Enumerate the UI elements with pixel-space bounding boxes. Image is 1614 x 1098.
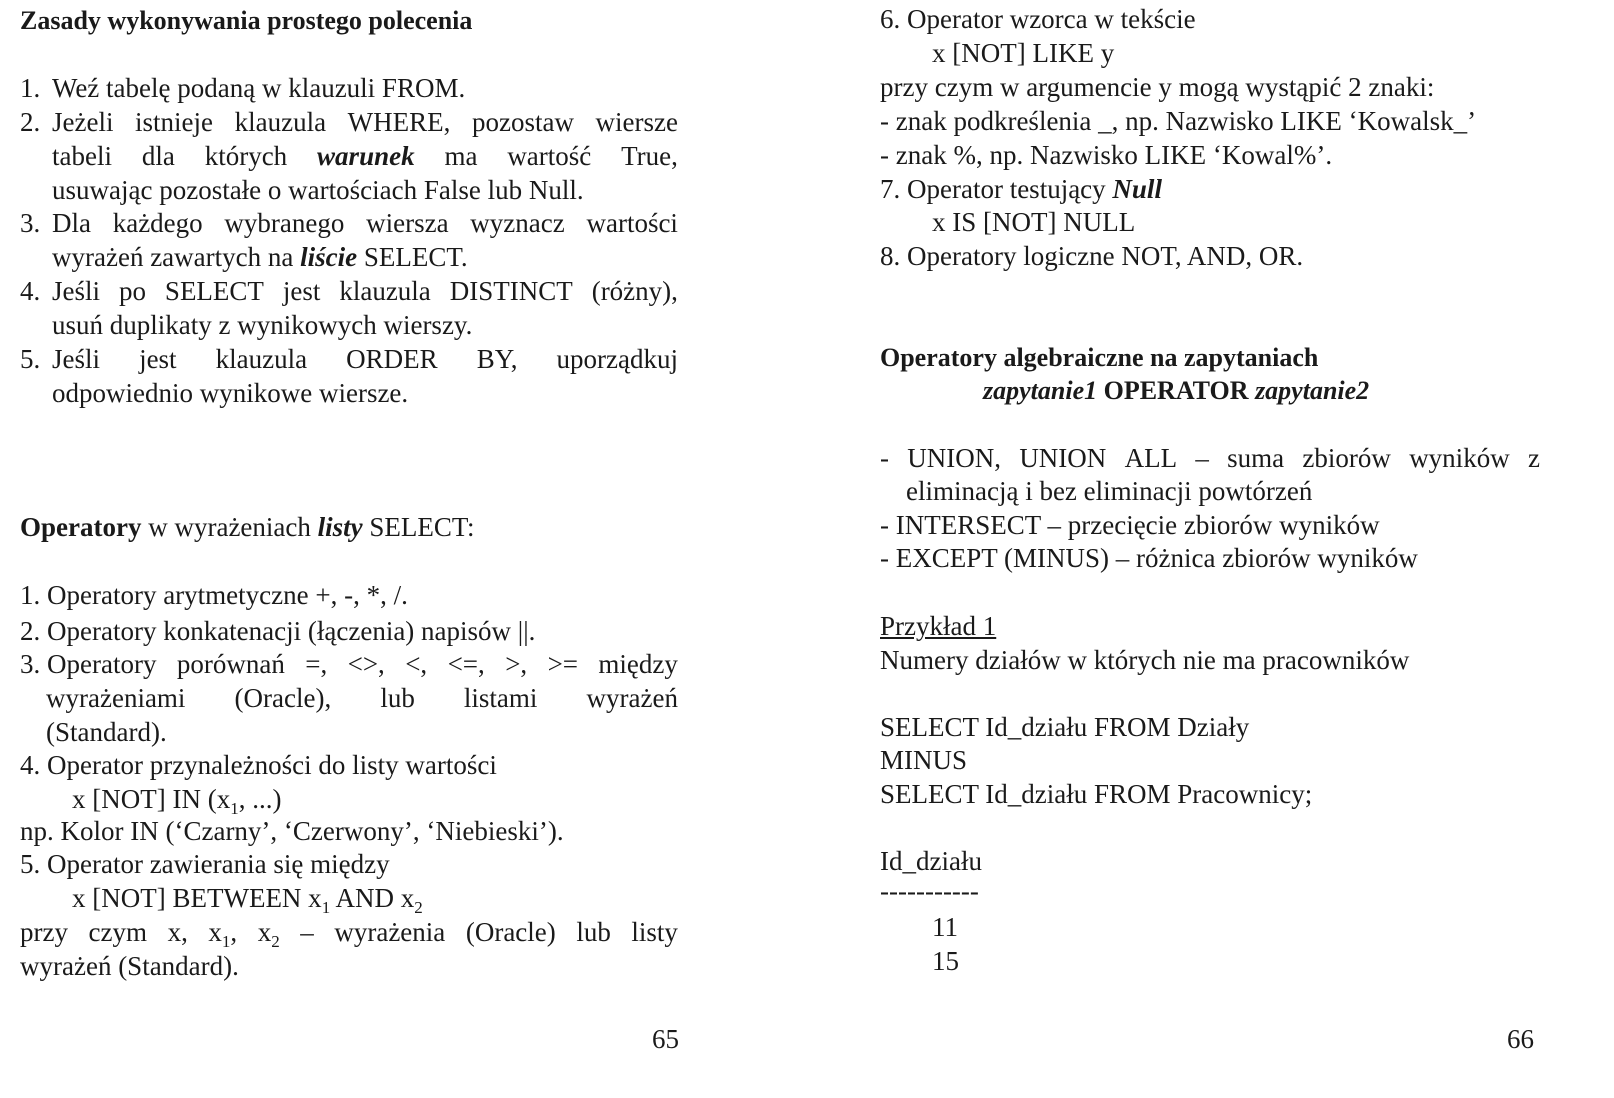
text: x [257, 917, 272, 947]
word: klauzula [234, 107, 327, 137]
word: jest [139, 344, 177, 374]
set-op-union-line-2: eliminacją i bez eliminacji powtórzeń [906, 476, 1313, 506]
operator-6-line-2: x [NOT] LIKE y [932, 38, 1115, 68]
word: BY, [476, 344, 518, 374]
word: klauzula [215, 344, 308, 374]
word: <>, [347, 649, 385, 679]
heading-operators [20, 510, 475, 544]
text: SELECT. [357, 242, 468, 272]
rule-2-line-2 [52, 139, 678, 173]
word: Jeżeli [52, 107, 114, 137]
subscript: 1 [321, 898, 331, 917]
operator-7-line-1 [880, 172, 1162, 206]
word: z [1527, 443, 1540, 473]
rule-2-line-3: usuwając pozostałe o wartościach False lub Null. [52, 175, 584, 205]
word: wiersza [366, 208, 449, 238]
word: (Oracle) [465, 917, 556, 947]
result-header: Id_działu [880, 846, 982, 876]
word: $x_1$, [208, 917, 238, 951]
result-separator: ----------- [880, 876, 979, 906]
word: - [880, 443, 889, 473]
word: (Oracle), [234, 683, 332, 713]
text: wyrażeń zawartych na [52, 242, 301, 272]
page-right [807, 0, 1614, 1098]
operator-5-line-4: wyrażeń (Standard). [20, 951, 239, 981]
word: tabeli [52, 141, 112, 171]
page-number-left: 65 [652, 1024, 679, 1054]
operator-1: 1. Operatory arytmetyczne +, -, *, /. [20, 580, 408, 610]
operator-5-line-1: 5. Operator zawierania się między [20, 849, 390, 879]
word: <, [405, 649, 428, 679]
word: wyrażenia [334, 917, 446, 947]
word: klauzula [339, 276, 431, 306]
word: – [300, 917, 314, 947]
set-op-union-line-1 [880, 441, 1540, 475]
word: lub [380, 683, 415, 713]
text: 7. Operator testujący [880, 174, 1113, 204]
operator-7-line-2: x IS [NOT] NULL [932, 207, 1136, 237]
heading-set-operators: Operatory algebraiczne na zapytaniach [880, 343, 1319, 372]
word: wiersze [595, 107, 678, 137]
word: dla [141, 141, 175, 171]
word: <=, [447, 649, 485, 679]
result-value: 15 [932, 946, 959, 976]
operator-4-line-1: 4. Operator przynależności do listy wartości [20, 750, 497, 780]
word: wyrażeń [586, 683, 678, 713]
word: wyników [1409, 443, 1510, 473]
rule-2-number: 2. [20, 107, 41, 137]
word: ORDER [346, 344, 438, 374]
heading-operators-mid: w wyrażeniach [141, 512, 318, 542]
word: (różny), [591, 276, 678, 306]
word: między [598, 649, 678, 679]
word: listy [631, 917, 678, 947]
word: wybranego [224, 208, 345, 238]
word: uporządkuj [556, 344, 678, 374]
word: jest [282, 276, 321, 306]
word: ma [444, 141, 478, 171]
sql-line-1: SELECT Id_działu FROM Działy [880, 712, 1250, 742]
operator-3-line-1 [20, 647, 678, 681]
word: czym [88, 917, 148, 947]
rule-1-text: Weź tabelę podaną w klauzuli FROM. [52, 73, 466, 103]
word: ALL [1124, 443, 1178, 473]
word: po [118, 276, 146, 306]
word: wyznacz [470, 208, 565, 238]
word: każdego [112, 208, 203, 238]
operator-3-line-3: (Standard). [46, 717, 167, 747]
word: porównań [176, 649, 285, 679]
operator-5-line-2 [72, 881, 423, 919]
word: >= [547, 649, 579, 679]
word: – [1195, 443, 1209, 473]
subscript: 1 [230, 799, 239, 818]
word: True, [621, 141, 678, 171]
word: listami [463, 683, 538, 713]
example-description: Numery działów w których nie ma pracowników [880, 645, 1410, 675]
subscript: 2 [271, 932, 280, 951]
word: wartość [507, 141, 592, 171]
rule-4-number: 4. [20, 276, 41, 306]
subscript: 2 [414, 898, 423, 917]
rule-5-line-1 [52, 342, 678, 376]
heading-operators-em: listy [317, 512, 363, 542]
example-title: Przykład 1 [880, 611, 997, 641]
rule-3-number: 3. [20, 208, 41, 238]
word: =, [305, 649, 328, 679]
sql-line-3: SELECT Id_działu FROM Pracownicy; [880, 779, 1313, 809]
word: pozostaw [471, 107, 574, 137]
rule-1-number: 1. [20, 73, 41, 103]
text: x [NOT] BETWEEN x [72, 883, 322, 913]
rule-5-number: 5. [20, 344, 41, 374]
subscript: 1 [221, 932, 231, 951]
heading-rules: Zasady wykonywania prostego polecenia [20, 6, 473, 35]
word: suma [1227, 443, 1285, 473]
text: x [NOT] IN (x [72, 784, 231, 814]
operator-6-line-3: przy czym w argumencie y mogą wystąpić 2 znaki: [880, 72, 1435, 102]
page-number-right: 66 [1507, 1024, 1534, 1054]
word-liscie: liście [300, 242, 358, 272]
word: WHERE, [347, 107, 451, 137]
word: >, [505, 649, 528, 679]
word: zbiorów [1302, 443, 1391, 473]
operator-8: 8. Operatory logiczne NOT, AND, OR. [880, 241, 1304, 271]
word: UNION, [907, 443, 1002, 473]
word: których [204, 141, 288, 171]
word: Jeśli [52, 276, 101, 306]
set-op-except: - EXCEPT (MINUS) – różnica zbiorów wyników [880, 543, 1418, 573]
word: wartości [586, 208, 678, 238]
heading-set-operators-syntax [983, 374, 1369, 408]
rule-3-line-2 [52, 240, 468, 274]
rule-4-line-2: usuń duplikaty z wynikowych wierszy. [52, 310, 473, 340]
operator-5-line-3 [20, 915, 678, 953]
text: , ...) [238, 784, 282, 814]
word: SELECT [164, 276, 264, 306]
operator-6-line-4: - znak podkreślenia _, np. Nazwisko LIKE ‘Kowalsk_’ [880, 106, 1477, 136]
operator-6-line-1: 6. Operator wzorca w tekście [880, 4, 1196, 34]
word-null: Null [1112, 174, 1162, 204]
result-value: 11 [932, 912, 958, 942]
word: wyrażeniami [46, 683, 186, 713]
text: x [208, 917, 222, 947]
rule-2-line-1 [52, 105, 678, 139]
word-warunek: warunek [317, 141, 415, 171]
operator-3-line-2 [46, 681, 678, 715]
word: Dla [52, 208, 91, 238]
rule-4-line-1 [52, 274, 678, 308]
word: Jeśli [52, 344, 101, 374]
word: przy [20, 917, 68, 947]
rule-5-line-2: odpowiednio wynikowe wiersze. [52, 378, 409, 408]
word: istnieje [135, 107, 214, 137]
operator-4-example: np. Kolor IN (‘Czarny’, ‘Czerwony’, ‘Niebieski’). [20, 816, 564, 846]
word-zapytanie2: zapytanie2 [1255, 376, 1370, 405]
word: x, [167, 917, 188, 947]
operator-2: 2. Operatory konkatenacji (łączenia) napisów ||. [20, 616, 536, 646]
word: UNION [1019, 443, 1107, 473]
set-op-intersect: - INTERSECT – przecięcie zbiorów wyników [880, 510, 1380, 540]
heading-operators-bold: Operatory [20, 512, 142, 542]
word: DISTINCT [449, 276, 573, 306]
sql-line-2: MINUS [880, 745, 968, 775]
rule-3-line-1 [52, 206, 678, 240]
word-operator: OPERATOR [1097, 376, 1256, 405]
operator-6-line-5: - znak %, np. Nazwisko LIKE ‘Kowal%’. [880, 140, 1333, 170]
word: lub [576, 917, 611, 947]
word [258, 915, 280, 953]
word-zapytanie1: zapytanie1 [983, 376, 1098, 405]
heading-operators-end: SELECT: [362, 512, 475, 542]
text: AND x [330, 883, 415, 913]
word: 3. Operatory [20, 649, 157, 679]
